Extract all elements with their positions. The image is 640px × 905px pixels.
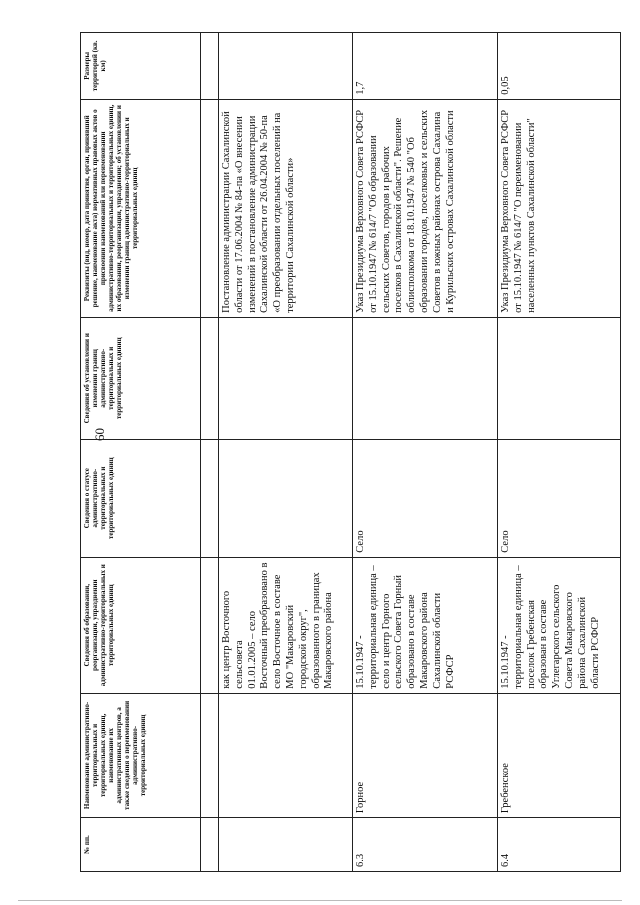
spacer-cell xyxy=(201,439,219,557)
table-rotated-wrapper xyxy=(80,32,620,872)
header-formation: Сведения об образовании, реорганизации, упразднении административно-территориальных и территориальных единиц xyxy=(81,557,201,693)
page-number-text: 60 xyxy=(92,428,107,441)
spacer-cell xyxy=(201,33,219,100)
cell-status: Село xyxy=(353,439,498,557)
registry-table xyxy=(80,32,621,872)
spacer-cell xyxy=(201,557,219,693)
cell-boundaries xyxy=(498,317,621,439)
cell-acts: Указ Президиума Верховного Совета РСФСР от 15.10.1947 № 614/7 "Об образовании сельских Советов, городов и рабочих поселков в Сахалинской области". Решение облисполкома от 18.10.1947 № 540 "Об образовании городов, поселковых и сельских Советов в южных районах острова Сахалина и Курильских островах Сахалинской области xyxy=(353,99,498,317)
spacer-cell xyxy=(201,317,219,439)
spacer-row xyxy=(201,33,219,872)
cell-num xyxy=(219,818,353,872)
spacer-cell xyxy=(201,99,219,317)
cell-acts: Указ Президиума Верховного Совета РСФСР от 15.10.1947 № 614/7 "О переименовании населенных пунктов Сахалинской области" xyxy=(498,99,621,317)
cell-name: Горное xyxy=(353,693,498,817)
cell-formation: 15.10.1947 - территориальная единица – село и центр Горного сельского Совета Горный образовано в составе Макаровского района Сахалинской области РСФСР xyxy=(353,557,498,693)
cell-boundaries xyxy=(219,317,353,439)
cell-boundaries xyxy=(353,317,498,439)
header-boundaries: Сведения об установлении и изменении границ административно-территориальных и территориальных единиц xyxy=(81,317,201,439)
spacer-cell xyxy=(201,693,219,817)
scan-edge-line xyxy=(18,900,622,901)
table-row xyxy=(219,33,353,872)
header-status: Сведения о статусе административно-территориальных и территориальных единиц xyxy=(81,439,201,557)
cell-status xyxy=(219,439,353,557)
cell-status: Село xyxy=(498,439,621,557)
table-row xyxy=(498,33,621,872)
cell-acts: Постановление администрации Сахалинской области от 17.06.2004 № 84-па «О внесении изменений в постановление администрации Сахалинской области от 26.04.2004 № 50-па «О преобразовании отдельных поселений на территории Сахалинской области» xyxy=(219,99,353,317)
cell-num: 6.4 xyxy=(498,818,621,872)
header-name: Наименование административно-территориальных и территориальных единиц, наименование их административных центров, а также сведения о переименовании административно-территориальных единиц xyxy=(81,693,201,817)
cell-area: 0,05 xyxy=(498,33,621,100)
spacer-cell xyxy=(201,818,219,872)
cell-formation: 15.10.1947 - территориальная единица – поселок Гребенская образован в составе Углегарского сельского Совета Макаровского района Сахалинской области РСФСР xyxy=(498,557,621,693)
header-num: № пп. xyxy=(81,818,201,872)
cell-area xyxy=(219,33,353,100)
cell-formation: как центр Восточного сельсовета 01.01.2005 – село Восточный преобразовано в село Восточное в составе МО "Макаровский городской округ", образованного в границах Макаровского района xyxy=(219,557,353,693)
cell-area: 1,7 xyxy=(353,33,498,100)
header-acts: Реквизиты (вид, номер, дата принятия, орган, принявший решение, наименование акта) нормативных правовых актов о присвоении наименований или переименовании административно-территориальных и территориальных единиц, их образовании, реорганизации, упразднении; об установлении и изменении границ административно-территориальных и территориальных единиц xyxy=(81,99,201,317)
cell-name xyxy=(219,693,353,817)
table-row xyxy=(353,33,498,872)
cell-num: 6.3 xyxy=(353,818,498,872)
header-area: Размеры территорий (кв. км) xyxy=(81,33,201,100)
header-row xyxy=(81,33,201,872)
cell-name: Гребенское xyxy=(498,693,621,817)
